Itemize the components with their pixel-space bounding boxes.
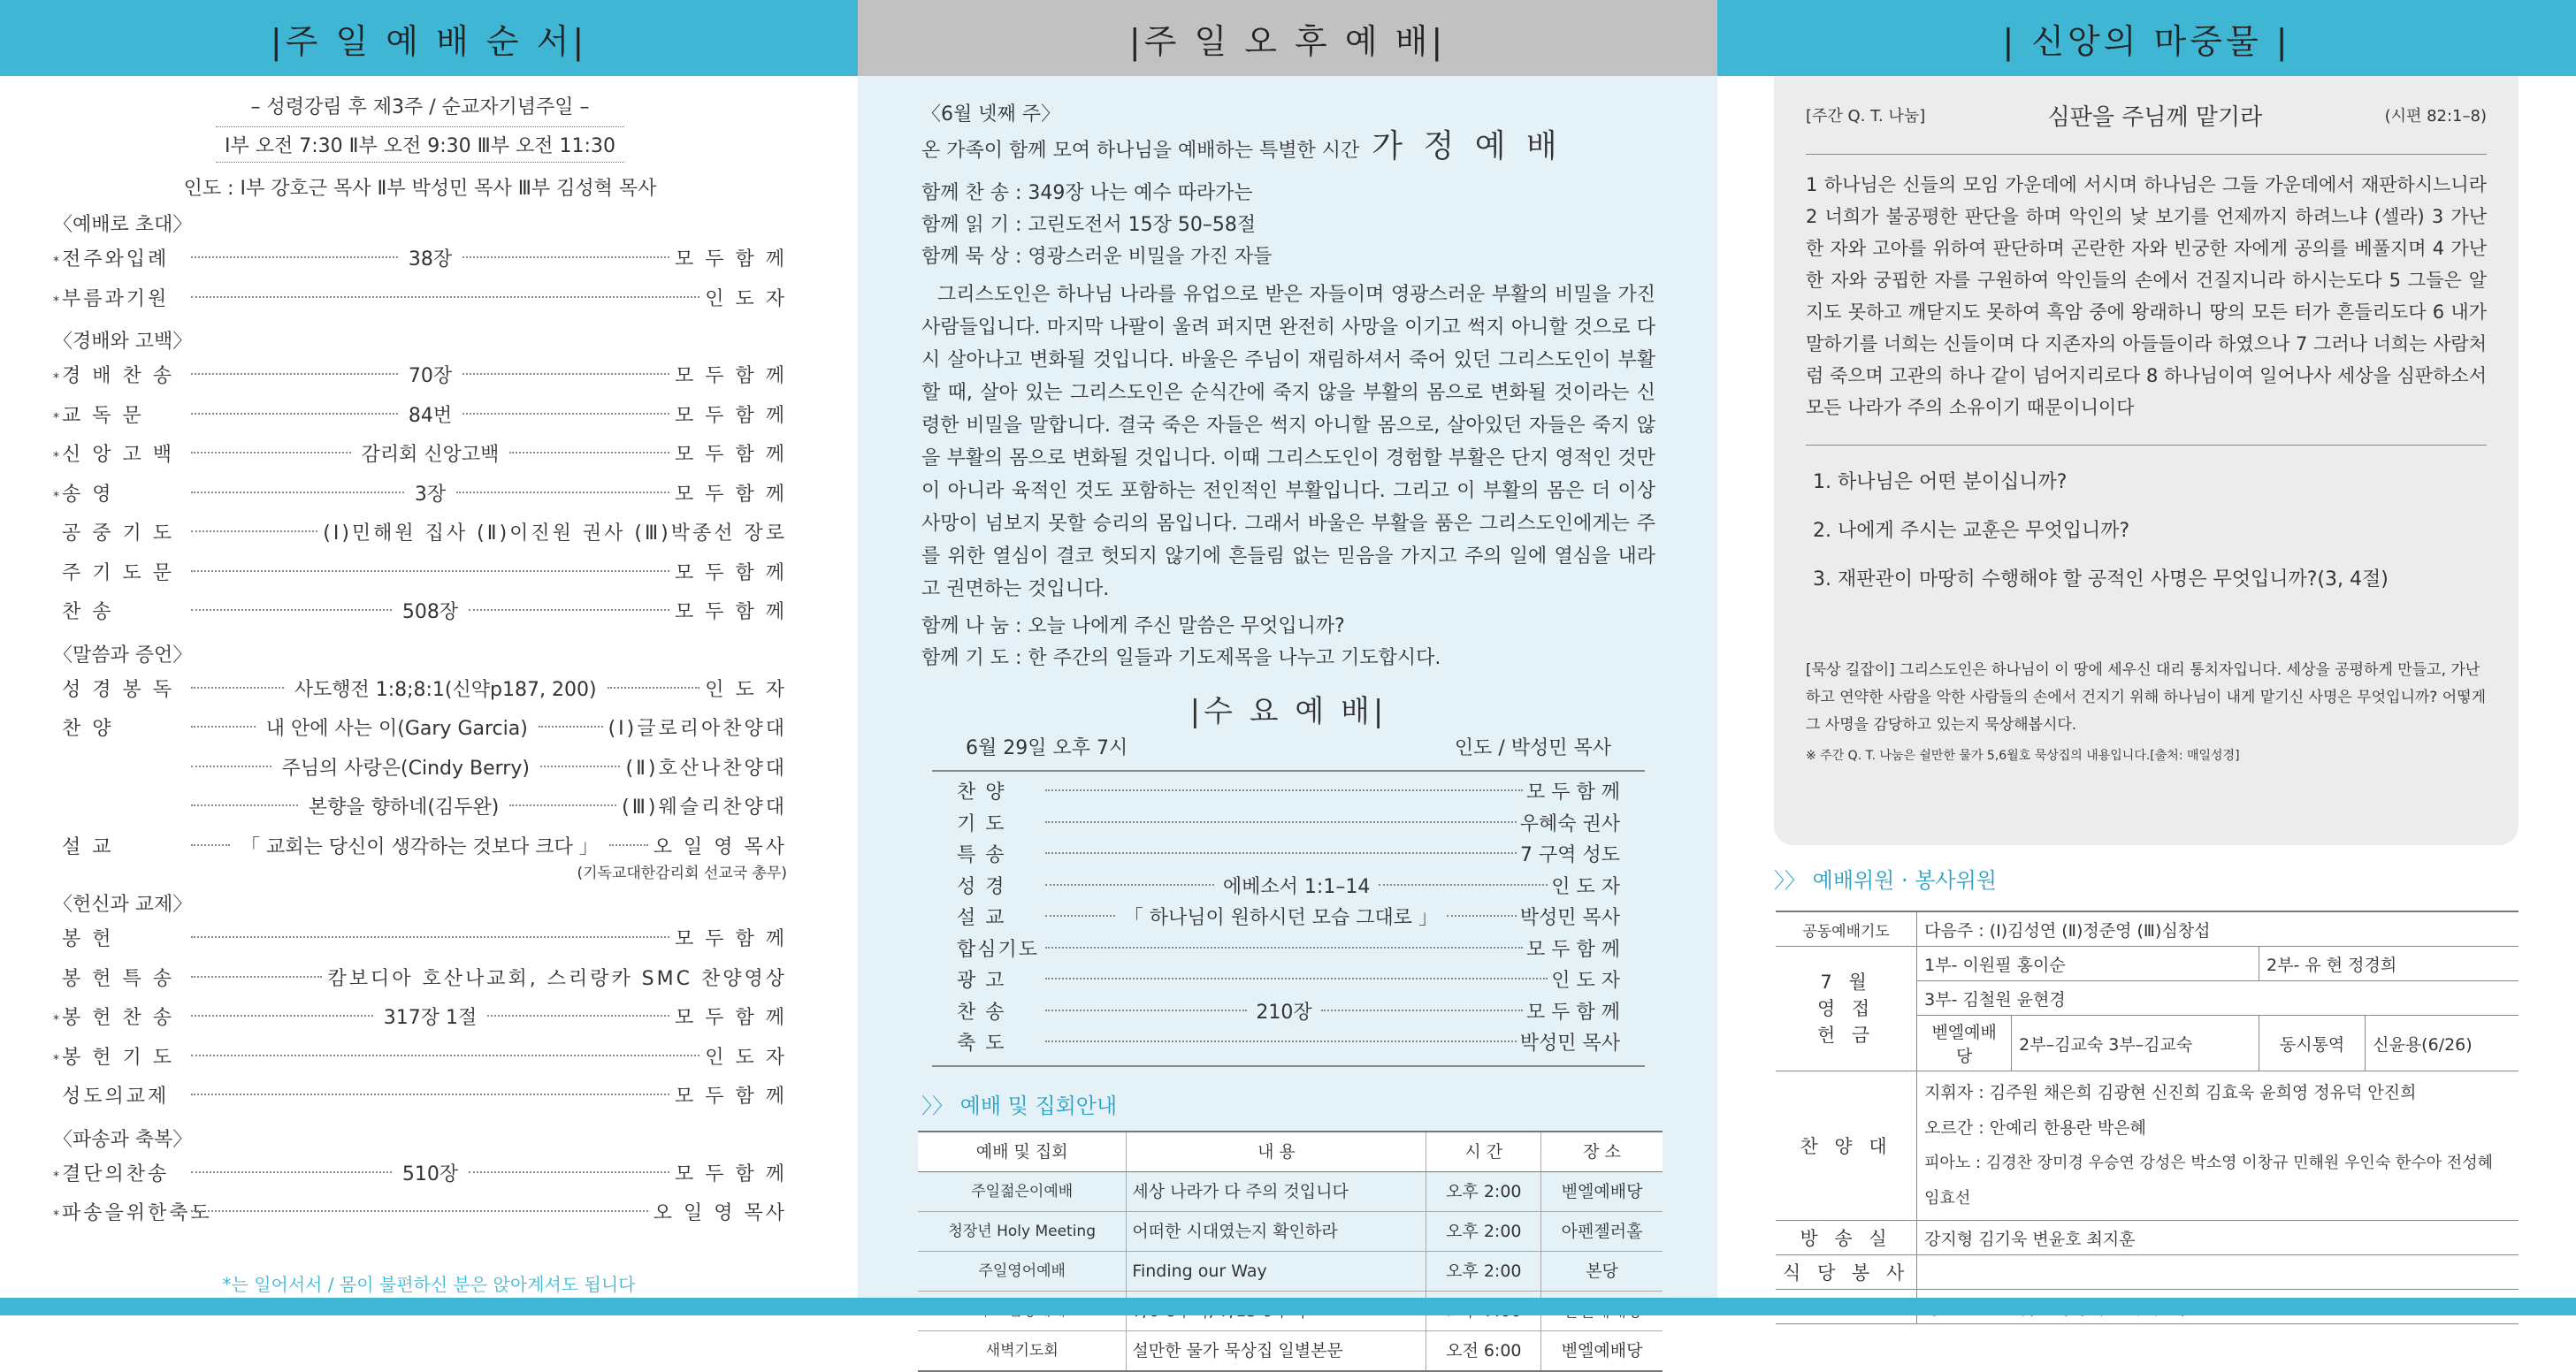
item-leader: 7 구역 성도 [1520,844,1620,866]
item-detail: 510장 [401,1162,459,1185]
order-item [957,997,1620,1029]
wednesday-leader: 인도 / 박성민 목사 [1454,737,1611,759]
qt-title: 심판을 주님께 맡기라 [2047,103,2263,131]
table-cell: 어떠한 시대였는지 확인하라 [1127,1211,1426,1251]
item-detail: 본향을 향하네(김두완) [308,797,500,819]
qt-verse: 1 하나님은 신들의 모임 가운데에 서시며 하나님은 그들 가운데에서 재판하시느니라 2 너희가 불공평한 판단을 하며 악인의 낯 보기를 언제까지 하려느냐 (셀라) 3 가난한 자와 고아를 위하여 판단하며 곤란한 자와 빈궁한 자에게 공의를 베풀지며 4 가난한 자와 궁핍한 자를 구원하여 악인들의 손에서 건질지니라 하시는도다 5 그들은 알지도 못하고 깨닫지도 못하여 흑암 중에 왕래하니 땅의 모든 터가 흔들리도다 6 내가 말하기를 너희는 신들이며 다 지존자의 아들들이라 하였으나 7 그러나 너희는 사람처럼 죽으며 고관의 하나 같이 넘어지리로다 8 하나님이여 일어나사 세상을 심판하소서 모든 나라가 주의 소유이기 때문이니이다 [1806,174,2487,418]
order-item [53,436,787,476]
item-label: 찬 송 [62,601,114,623]
order-item [53,710,787,750]
item-label: 찬 양 [957,781,1006,804]
column-header: 시 간 [1426,1132,1541,1172]
service-leaders: 인도 : Ⅰ부 강호근 목사 Ⅱ부 박성민 목사 Ⅲ부 김성혁 목사 [183,178,657,200]
leader-dots [191,726,256,728]
table-cell: 새벽기도회 [918,1330,1127,1371]
order-item [53,593,787,633]
item-label: 봉 헌 기 도 [62,1046,174,1069]
stand-marker: * [53,1013,59,1027]
table-cell: 주일영어예배 [918,1251,1127,1291]
item-label: 주 기 도 문 [62,561,174,584]
item-leader: (Ⅰ)민해원 집사 (Ⅱ)이진원 권사 (Ⅲ)박종선 장로 [323,522,787,545]
order-item [957,872,1620,903]
item-leader: 모 두 함 께 [675,561,787,584]
leader-dots [191,1210,648,1212]
item-label: 교 독 문 [62,404,144,427]
service-times: Ⅰ부 오전 7:30 Ⅱ부 오전 9:30 Ⅲ부 오전 11:30 [216,126,624,163]
family-intro-text: 온 가족이 함께 모여 하나님을 예배하는 특별한 시간 [921,140,1360,162]
item-detail: 38장 [408,248,453,271]
order-item [957,809,1620,841]
item-leader: 모 두 함 께 [675,1162,787,1185]
panel1-title: |주 일 예 배 순 서| [0,0,858,76]
section-header: 〈예배로 초대〉 [53,214,193,236]
liturgical-subtitle: – 성령강림 후 제3주 / 순교자기념주일 – [250,96,590,118]
leader-dots [191,766,271,767]
item-detail: 주님의 사랑은(Cindy Berry) [281,757,530,780]
standing-footnote: *는 일어서서 / 몸이 불편하신 분은 앉아계셔도 됩니다 [222,1274,636,1295]
item-label: 결단의찬송 [62,1162,170,1185]
item-label: 공 중 기 도 [62,522,174,545]
order-item [53,920,787,960]
wednesday-title: |수 요 예 배| [1189,694,1387,729]
leader-dots [1045,884,1214,886]
leader-dots [1045,978,1548,979]
item-label: 특 송 [957,844,1006,866]
row-value: 다음주 : (Ⅰ)김성연 (Ⅱ)정준영 (Ⅲ)심창섭 [1917,911,2519,947]
item-leader: 모 두 함 께 [675,365,787,387]
order-item [53,960,787,1000]
item-label: 광 고 [957,970,1006,992]
leader-dots [540,766,621,767]
row-value: 강지형 김기욱 변윤호 최지훈 [1917,1221,2519,1255]
table-cell: 벧엘예배당 [1541,1171,1663,1211]
item-detail: 사도행전 1:8;8:1(신약p187, 200) [294,678,597,701]
leader-dots [487,1015,669,1017]
item-detail: 84번 [408,404,453,427]
item-label: 전주와입례 [62,248,170,271]
wednesday-meta [966,733,1611,765]
row-label: 7 월 영 접 헌 금 [1776,947,1917,1071]
leader-dots [191,256,398,258]
item-leader: (Ⅰ)글로리아찬양대 [608,718,788,740]
order-item [53,1039,787,1079]
leader-dots [191,1055,699,1056]
item-label: 성 경 봉 독 [62,678,174,701]
item-label: 축 도 [957,1033,1006,1055]
schedule-table [918,1131,1663,1372]
family-pray: 함께 기 도 : 한 주간의 일들과 기도제목을 나누고 기도합시다. [921,647,1441,669]
row-label: 방 송 실 [1776,1221,1917,1255]
leader-dots [1045,915,1115,917]
leader-dots [191,1171,392,1173]
order-item [53,1155,787,1195]
item-leader: 인 도 자 [1551,875,1620,898]
week-label: 〈6월 넷째 주〉 [921,103,1060,126]
leader-dots [191,1094,669,1095]
row-label: 찬 양 대 [1776,1071,1917,1221]
wednesday-order [932,770,1645,1067]
leader-dots [1045,789,1523,791]
wednesday-date: 6월 29일 오후 7시 [966,737,1128,759]
order-item [53,1194,787,1234]
table-row [1776,1071,2519,1221]
item-leader: 인 도 자 [1551,970,1620,992]
item-detail: 감리회 신앙고백 [361,444,500,466]
qt-questions [1806,467,2487,591]
qt-question: 1. 하나님은 어떤 분이십니까? [1813,471,2068,493]
row-label: 공동예배기도 [1776,911,1917,947]
column-header: 내 용 [1127,1132,1426,1172]
item-label: 봉 헌 특 송 [62,967,174,990]
servants-heading: 〉〉 예배위원 · 봉사위원 [1774,868,1997,893]
leader-dots [469,609,669,611]
weekly-qt-box [1774,76,2519,845]
leader-dots [1045,821,1517,823]
item-leader: 모 두 함 께 [675,248,787,271]
table-header-row [918,1132,1663,1172]
item-detail: 내 안에 사는 이(Gary Garcia) [265,718,528,740]
qt-question: 2. 나에게 주시는 교훈은 무엇입니까? [1813,520,2130,542]
panel3-title: | 신앙의 마중물 | [1717,0,2576,76]
item-label: 설 교 [957,907,1006,929]
leader-dots [191,413,398,415]
leader-dots [608,687,700,689]
item-label: 봉 헌 [62,928,114,950]
leader-dots [191,844,230,846]
afternoon-content [921,99,1655,1372]
qt-tag: [주간 Q. T. 나눔] [1806,107,1926,126]
table-row [1776,1221,2519,1255]
table-row [918,1211,1663,1251]
qt-header [1806,76,2487,155]
leader-dots [191,530,317,532]
item-leader: 캄보디아 호산나교회, 스리랑카 SMC 찬양영상 [327,967,787,990]
family-worship-title: 가 정 예 배 [1372,128,1563,164]
afternoon-worship-panel [858,0,1717,1361]
item-label: 찬 양 [62,718,114,740]
leader-dots [191,373,398,375]
sermon-note: (기독교대한감리회 선교국 총무) [577,865,787,882]
family-intro [921,128,1655,167]
qt-source: ※ 주간 Q. T. 나눔은 쉴만한 물가 5,6월호 묵상집의 내용입니다.[출처: 매일성경] [1806,749,2240,763]
item-detail: 「 교회는 당신이 생각하는 것보다 크다 」 [241,835,599,858]
column-header: 장 소 [1541,1132,1663,1172]
stand-marker: * [53,450,59,464]
item-leader: 모 두 함 께 [1526,938,1620,961]
table-cell: 주일젊은이예배 [918,1171,1127,1211]
order-item [53,671,787,711]
stand-marker: * [53,410,59,425]
item-detail: 「 하나님이 원하시던 모습 그대로 」 [1123,907,1438,929]
item-label: 신 앙 고 백 [62,444,174,466]
item-leader: 오 일 영 목사 [653,1202,787,1224]
table-cell: 오후 2:00 [1426,1171,1541,1211]
order-item [53,514,787,554]
leader-dots [191,804,298,806]
section-header: 〈헌신과 교제〉 [53,894,193,916]
stand-marker: * [53,255,59,269]
table-cell: 설만한 물가 묵상집 일별본문 [1127,1330,1426,1371]
order-item [53,554,787,594]
table-row [918,1171,1663,1211]
item-label: 봉 헌 찬 송 [62,1007,174,1029]
choir-organ: 오르간 : 안예리 한용란 박은혜 [1924,1118,2146,1138]
family-hymn: 함께 찬 송 : 349장 나는 예수 따라가는 [921,182,1253,204]
item-label: 송 영 [62,483,114,506]
family-reading: 함께 읽 기 : 고린도전서 15장 50–58절 [921,214,1257,236]
qt-question: 3. 재판관이 마땅히 수행해야 할 공적인 사명은 무엇입니까?(3, 4절) [1813,568,2389,591]
leader-dots [1447,915,1517,917]
row-value: 1부- 이원필 홍이순 [1917,947,2259,981]
order-item [53,397,787,437]
leader-dots [1321,1010,1523,1011]
item-leader: (Ⅲ)웨슬리찬양대 [622,797,788,819]
table-cell: 아펜젤러홀 [1541,1211,1663,1251]
leader-dots [1045,1040,1517,1042]
table-cell: 벧엘예배당 [1541,1330,1663,1371]
order-sections [53,210,787,867]
leader-dots [191,976,322,978]
footer-bar [0,1298,2576,1315]
table-cell: Finding our Way [1127,1251,1426,1291]
order-item [957,903,1620,934]
stand-marker: * [53,1052,59,1067]
stand-marker: * [53,1169,59,1184]
leader-dots [1379,884,1548,886]
item-label: 성도의교제 [62,1086,170,1108]
order-item [957,840,1620,872]
row-value: 2부–김교숙 3부–김교숙 [2012,1016,2259,1071]
table-row [918,1330,1663,1371]
table-row [1776,1255,2519,1290]
row-value: 2부- 유 현 정경희 [2259,947,2519,981]
item-detail: 70장 [408,365,453,387]
item-leader: 모 두 함 께 [1526,781,1620,804]
item-leader: 우혜숙 권사 [1519,812,1620,835]
item-detail: 210장 [1256,1001,1312,1024]
order-item [53,789,787,828]
table-cell: 오후 2:00 [1426,1211,1541,1251]
row-value: 3부- 김철원 윤현경 [1917,981,2519,1016]
qt-ref: (시편 82:1–8) [2384,107,2487,126]
item-leader: 모 두 함 께 [675,1007,787,1029]
leader-dots [509,452,669,454]
item-detail: 에베소서 1:1–14 [1222,875,1371,898]
stand-marker: * [53,1208,59,1223]
item-leader: 모 두 함 께 [675,1086,787,1108]
family-meditation: 함께 묵 상 : 영광스러운 비밀을 가진 자들 [921,246,1273,268]
table-cell: 오후 2:00 [1426,1251,1541,1291]
table-row [918,1251,1663,1291]
item-leader: 인 도 자 [705,287,787,310]
item-label: 설 교 [62,835,114,858]
item-leader: 오 일 영 목사 [653,835,787,858]
leader-dots [462,373,669,375]
family-paragraph: 그리스도인은 하나님 나라를 유업으로 받은 자들이며 영광스러운 부활의 비밀을 가진 사람들입니다. 마지막 나팔이 울려 퍼지면 완전히 사망을 이기고 썩지 아니할 것으로 다시 살아나고 변화될 것입니다. 바울은 주님이 재림하셔서 죽어 있던 그리스도인이 부활할 때, 살아 있는 그리스도인은 순식간에 죽지 않을 부활의 몸으로 변화될 것이라는 신령한 비밀을 말합니다. 결국 죽은 자들은 썩지 아니할 몸으로, 살아있던 자들은 죽지 않을 부활의 몸으로 변화될 것입니다. 이때 그리스도인이 경험할 부활은 단지 영적인 것만이 아니라 육적인 것도 포함하는 전인적인 부활입니다. 그리고 이 부활의 몸은 더 이상 사망이 넘보지 못할 승리의 몸입니다. 그래서 바울은 부활을 품은 그리스도인에게는 주를 위한 열심이 결코 헛되지 않기에 흔들림 없는 믿음을 가지고 주의 일에 열심을 내라고 권면하는 것입니다. [921,284,1655,600]
item-detail: 508장 [401,601,459,623]
leader-dots [1045,852,1517,854]
item-leader: 모 두 함 께 [1526,1001,1620,1024]
leader-dots [191,296,699,298]
item-label: 경 배 찬 송 [62,365,174,387]
order-sections-2 [53,889,787,1234]
item-label: 합심기도 [957,938,1040,961]
table-row [1776,911,2519,947]
order-item [957,777,1620,809]
item-leader: 인 도 자 [705,678,787,701]
choir-list [1917,1071,2519,1221]
order-item [53,476,787,515]
row-label: 식 당 봉 사 [1776,1255,1917,1290]
choir-conductor: 지휘자 : 김주원 채은희 김광현 신진희 김효욱 윤희영 정유덕 안진희 [1924,1083,2417,1102]
item-leader: 모 두 함 께 [675,601,787,623]
leader-dots [191,687,284,689]
stand-marker: * [53,489,59,504]
leader-dots [509,804,616,806]
item-leader: 모 두 함 께 [675,928,787,950]
item-leader: 박성민 목사 [1519,907,1621,929]
panel2-title: |주 일 오 후 예 배| [858,0,1717,76]
leader-dots [462,413,669,415]
leader-dots [191,570,669,572]
order-item [53,280,787,320]
order-item [53,750,787,789]
order-item [957,1028,1620,1060]
leader-dots [191,492,404,493]
order-item [53,1078,787,1117]
leader-dots [1045,947,1523,949]
item-leader: (Ⅱ)호산나찬양대 [625,757,787,780]
section-header: 〈경배와 고백〉 [53,331,193,353]
leader-dots [456,492,669,493]
order-item [53,240,787,280]
order-content [53,88,787,1234]
order-item [53,999,787,1039]
family-share: 함께 나 눔 : 오늘 나에게 주신 말씀은 무엇입니까? [921,615,1345,637]
table-cell: 청장년 Holy Meeting [918,1211,1127,1251]
order-item [957,934,1620,966]
row-value: 동시통역 [2259,1016,2366,1071]
item-label: 기 도 [957,812,1006,835]
item-detail: 3장 [414,483,447,506]
servants-table [1776,911,2519,1324]
item-label: 부름과기원 [62,287,170,310]
item-leader: 모 두 함 께 [675,404,787,427]
item-detail: 317장 1절 [383,1007,478,1029]
table-cell: 본당 [1541,1251,1663,1291]
item-label: 성 경 [957,875,1006,898]
qt-meditation: [묵상 길잡이] 그리스도인은 하나님이 이 땅에 세우신 대리 통치자입니다. 세상을 공평하게 만들고, 가난하고 연약한 사람을 악한 사람들의 손에서 건지기 위해 하나님이 내게 맡기신 사명은 무엇입니까? 어떻게 그 사명을 감당하고 있는지 묵상해봅시다. [1806,661,2486,734]
section-header: 〈파송과 축복〉 [53,1128,193,1151]
choir-piano: 피아노 : 김경찬 장미경 우승연 강성은 박소영 이창규 민해원 우인숙 한수아 전성혜 임효선 [1924,1154,2493,1208]
leader-dots [609,844,648,846]
leader-dots [191,452,351,454]
table-cell: 세상 나라가 다 주의 것입니다 [1127,1171,1426,1211]
item-leader: 모 두 함 께 [675,444,788,466]
stand-marker: * [53,293,59,309]
item-leader: 박성민 목사 [1519,1033,1620,1055]
leader-dots [191,609,392,611]
column-header: 예배 및 집회 [918,1132,1127,1172]
leader-dots [191,936,669,938]
schedule-heading: 〉〉 예배 및 집회안내 [921,1093,1118,1118]
stand-marker: * [53,371,59,385]
row-value [1917,1255,2519,1290]
leader-dots [539,726,603,728]
leader-dots [462,256,669,258]
order-of-worship-panel [0,0,858,1315]
order-item [957,965,1620,997]
table-row [1776,947,2519,981]
item-label: 파송을위한축도 [62,1202,212,1224]
item-leader: 모 두 함 께 [675,483,787,506]
leader-dots [1045,1010,1247,1011]
order-item [53,357,787,397]
section-header: 〈말씀과 증언〉 [53,644,193,667]
table-cell: 오전 6:00 [1426,1330,1541,1371]
item-label: 찬 송 [957,1001,1006,1024]
row-value: 신윤용(6/26) [2366,1016,2519,1071]
leader-dots [191,1015,373,1017]
item-leader: 인 도 자 [705,1046,787,1069]
leader-dots [469,1171,669,1173]
row-value: 벧엘예배당 [1917,1016,2012,1071]
